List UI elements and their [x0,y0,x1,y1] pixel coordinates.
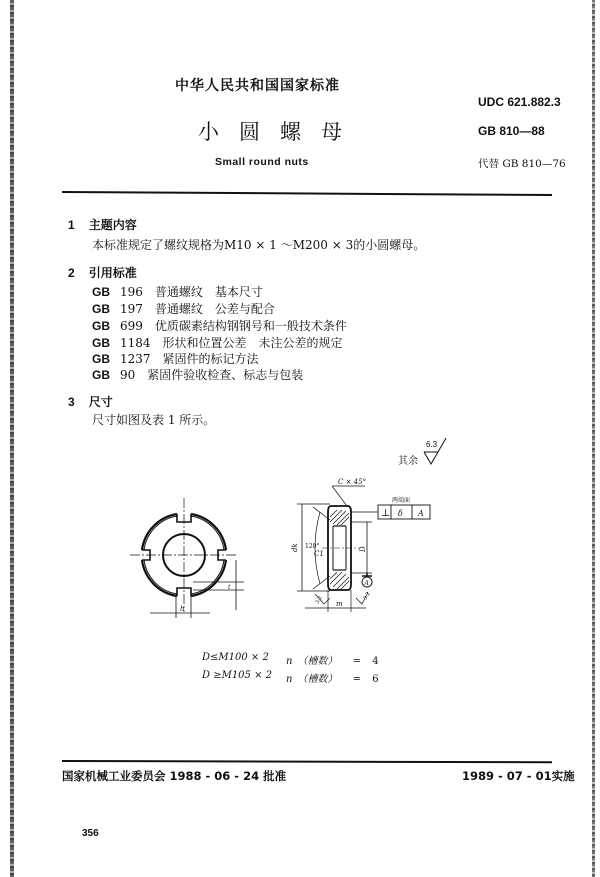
section-number: 1 [68,218,75,232]
tolerance-value: δ [398,509,403,518]
section-2-heading [68,262,137,281]
dim-h-label: h [180,605,185,613]
reference-item: GB 1237 紧固件的标记方法 [92,352,259,366]
section-3-body: 尺寸如图及表 1 所示。 [92,413,216,427]
section-3-heading [68,391,113,410]
roughness-note-label: 其余 [398,456,418,467]
condition-row-2: D ≥M105 × 2 [202,670,272,681]
reference-item: GB 1184 形状和位置公差 未注公差的规定 [92,336,343,350]
reference-item: GB 196 普通螺纹 基本尺寸 [92,285,263,299]
reference-item: GB 699 优质碳素结构钢钢号和一般技术条件 [92,319,347,333]
standard-number: GB 810—88 [478,124,545,138]
condition-row-1: D≤M100 × 2 [202,652,269,663]
condition-row-2-slots: n （槽数） = 6 [286,674,379,685]
tolerance-datum: A [418,509,424,518]
condition-row-1-slots: n （槽数） = 4 [286,656,379,667]
section-title: 引用标准 [88,266,137,280]
document-title-cn: 小圆螺母 [198,120,362,144]
tolerance-frame [378,505,430,519]
chamfer-label: C × 45° [338,478,367,486]
footer-rule [62,760,552,763]
section-title: 主题内容 [88,218,137,232]
section-1-body: 本标准规定了螺纹规格为M10 × 1 ～M200 × 3的小圆螺母。 [92,238,426,252]
roughness-right-label: 3.2 [362,591,372,601]
nut-side-view [297,486,378,612]
dim-D-label: D [359,546,367,552]
reference-item: GB 90 紧固件验收检查、标志与包装 [92,368,304,382]
dim-t-label: t [228,584,231,591]
document-title-en: Small round nuts [215,156,309,168]
header-rule [62,191,552,196]
datum-A-label: A [364,580,369,587]
national-standard-heading: 中华人民共和国国家标准 [175,78,340,94]
roughness-left-label: 3.2 [314,595,324,605]
udc-code: UDC 621.882.3 [478,95,561,109]
section-1-heading [68,214,137,233]
perpendicularity-icon: ⊥ [381,508,391,519]
scan-edge-right [592,0,595,877]
angle-label: 120° [305,543,320,550]
tolerance-frame-title: 两端面 [392,497,411,504]
dim-m-label: m [336,600,343,608]
dim-C1-label: C1 [314,550,324,558]
roughness-note-value: 6.3 [426,440,438,449]
section-title: 尺寸 [88,395,113,409]
section-number: 3 [68,395,75,409]
page-number: 356 [82,828,99,839]
replaces-standard: 代替 GB 810—76 [478,158,566,170]
reference-item: GB 197 普通螺纹 公差与配合 [92,302,275,316]
effective-date: 1989 - 07 - 01实施 [462,769,575,783]
section-number: 2 [68,266,75,280]
nut-front-view [130,498,244,618]
scan-edge-left [10,0,14,877]
dim-dk-label: dk [291,543,299,552]
approval-statement: 国家机械工业委员会 1988 - 06 - 24 批准 [62,769,287,783]
